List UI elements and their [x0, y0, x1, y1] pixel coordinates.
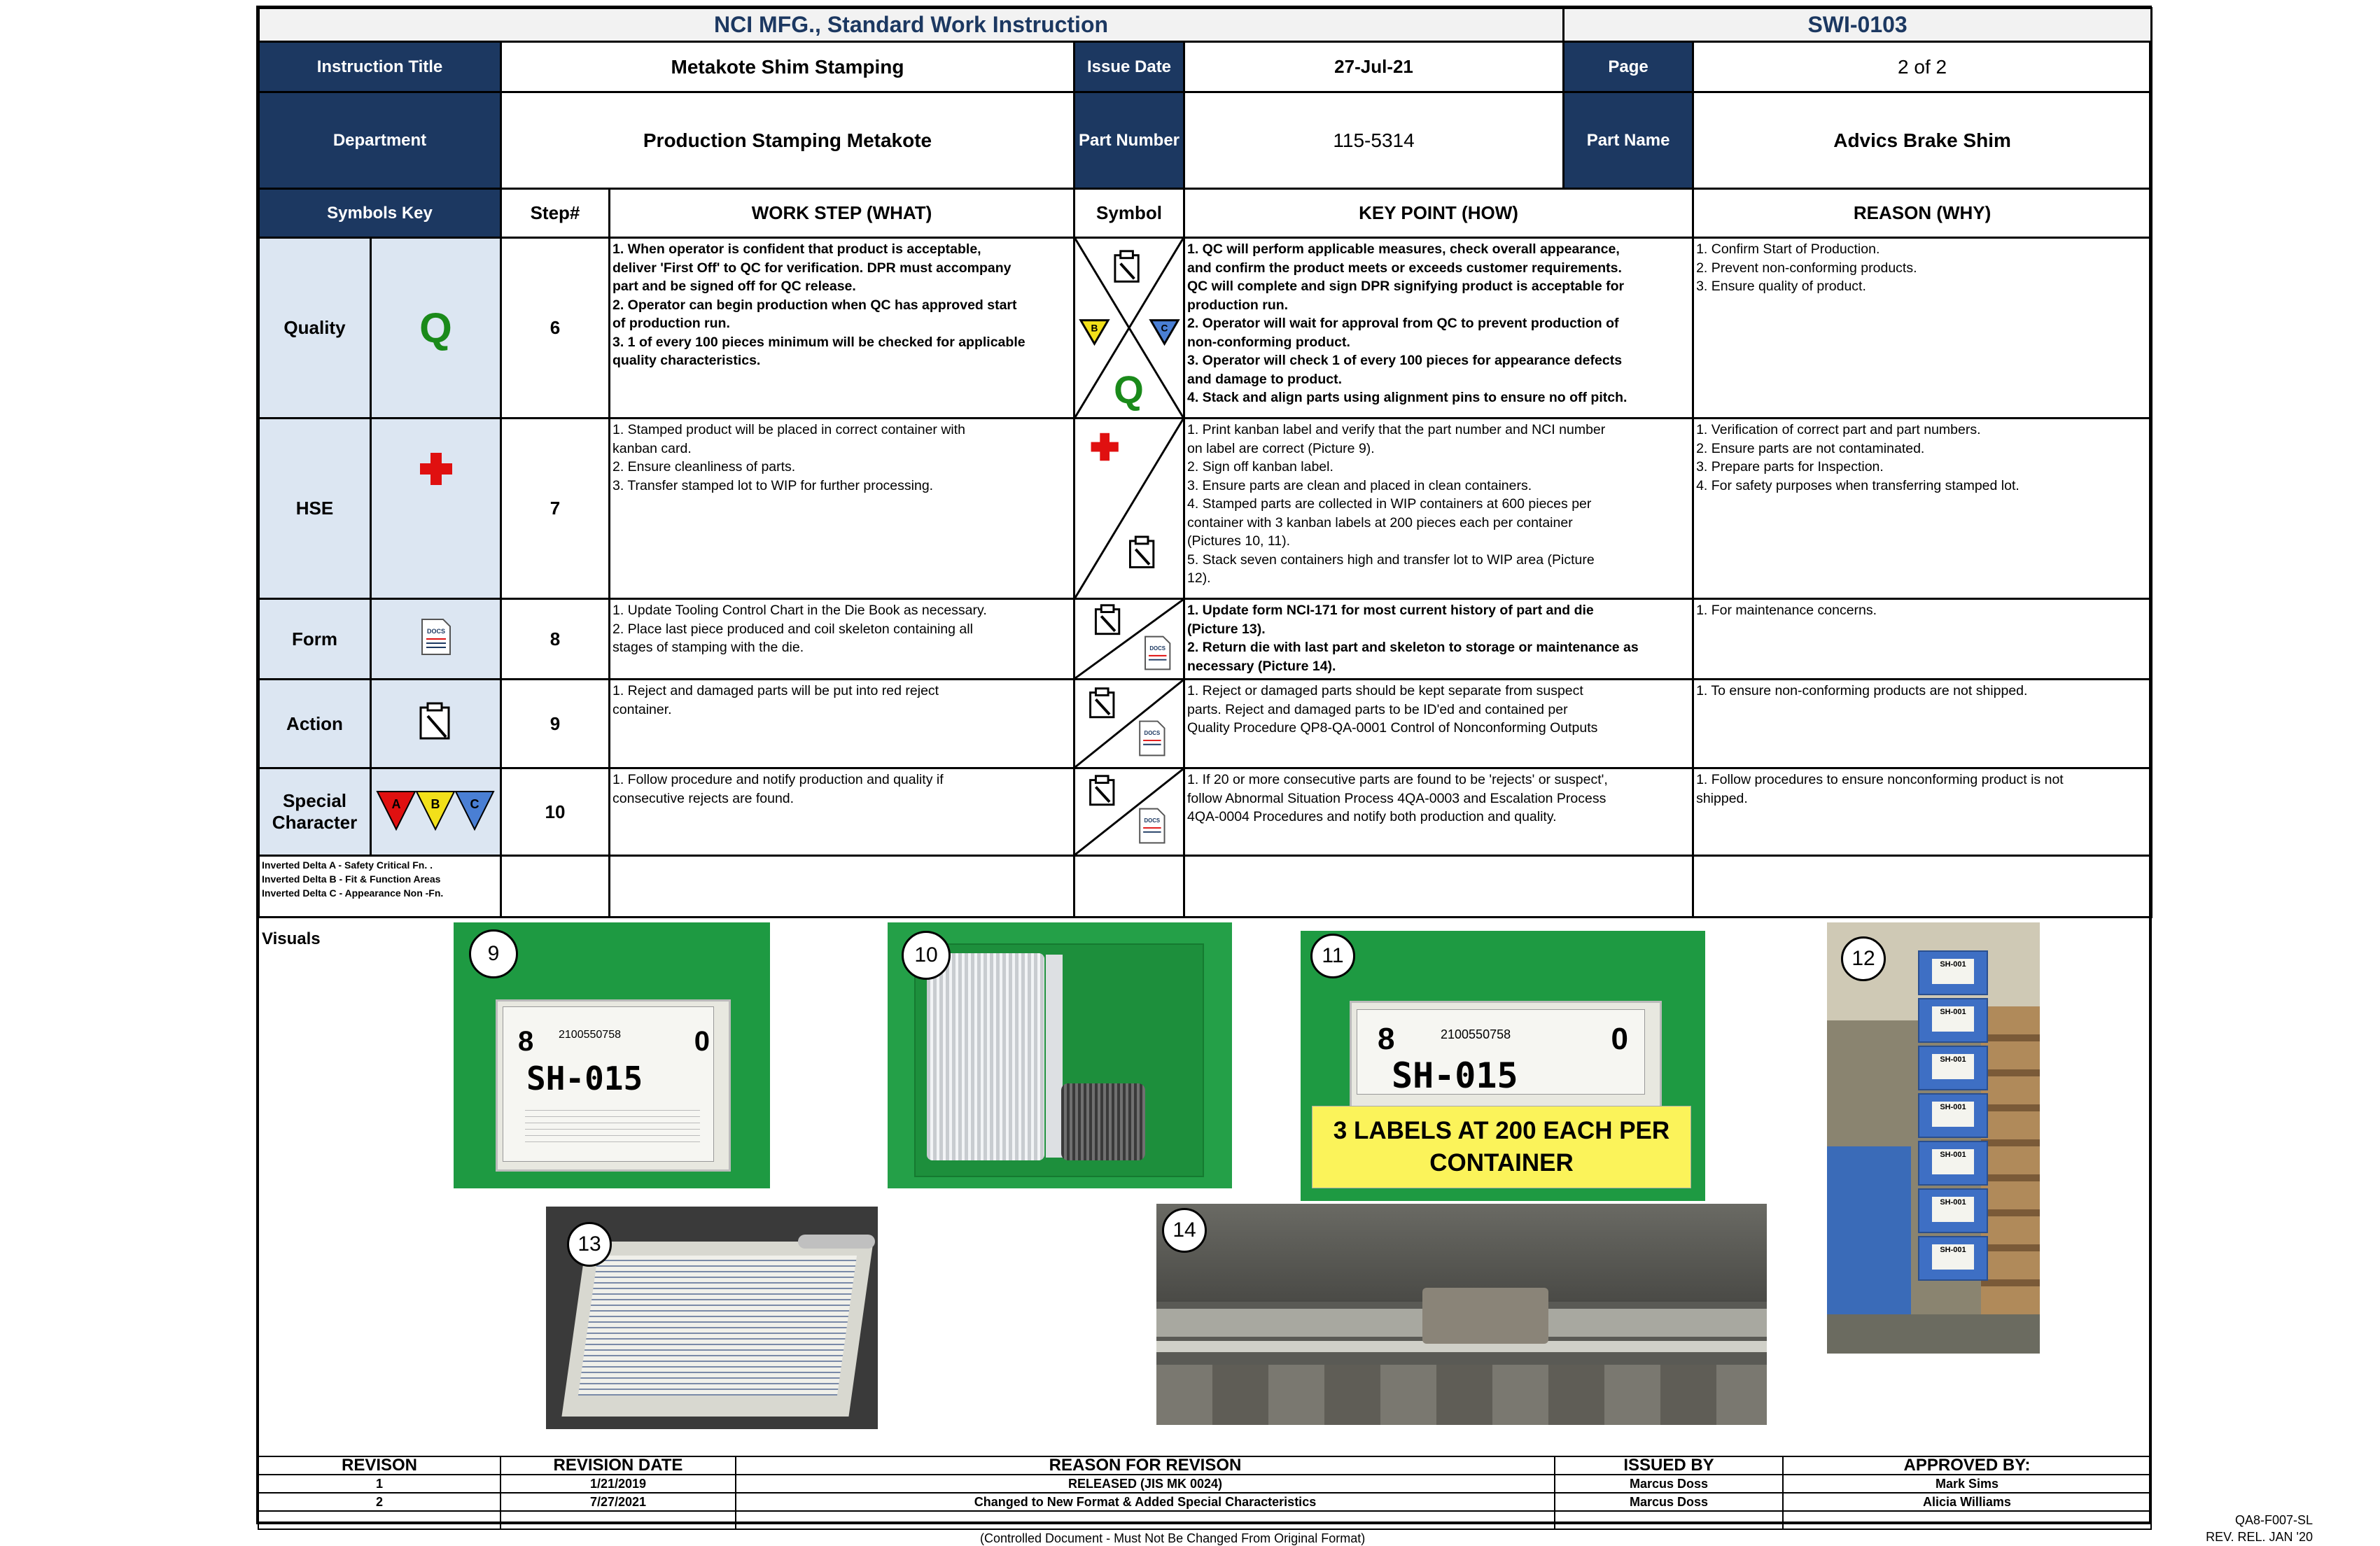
blue-crate [1918, 1236, 1988, 1281]
crate-label: SH-001 [1932, 959, 1974, 984]
step-row [259, 238, 2152, 419]
quality-symbol-icon [1075, 239, 1183, 417]
step-number: 7 [501, 419, 610, 599]
svg-text:DOCS: DOCS [1144, 730, 1161, 737]
work-step-text: 1. Reject and damaged parts will be put into red reject container. [610, 680, 1074, 768]
page-number: 2 of 2 [1693, 42, 2152, 92]
step-header: Step# [501, 189, 610, 238]
quality-q-icon: Q [371, 238, 501, 419]
instruction-title: Metakote Shim Stamping [501, 42, 1074, 92]
step-number: 10 [501, 768, 610, 856]
reason-text: 1. For maintenance concerns. [1693, 599, 2152, 680]
blue-crate [1918, 998, 1988, 1043]
document-title: NCI MFG., Standard Work Instruction [259, 8, 1564, 42]
step-symbol-cell [1074, 680, 1184, 768]
part-name-label: Part Name [1564, 92, 1693, 189]
symbol-key-special-label: Special Character [259, 768, 371, 856]
key-point-text: 1. QC will perform applicable measures, check overall appearance, and confirm the product meets or exceeds customer requirements. QC will complete and sign DPR signifying product is acceptable for production run. 2. Operator will wait for approval from QC to prevent production of non-conforming product. 3. Operator will check 1 of every 100 pieces for appearance defects and damage to product. 4. Stack and align parts using alignment pins to ensure no off pitch. [1184, 238, 1693, 419]
symbol-header: Symbol [1074, 189, 1184, 238]
step-number: 9 [501, 680, 610, 768]
step-row [259, 768, 2152, 856]
part-number-label: Part Number [1074, 92, 1184, 189]
department-label: Department [259, 92, 501, 189]
reason-header: REASON (WHY) [1693, 189, 2152, 238]
crate-label: SH-001 [1932, 1244, 1974, 1270]
svg-text:Q: Q [1114, 368, 1144, 412]
symbol-key-hse-label: HSE [259, 419, 371, 599]
document-number: SWI-0103 [1564, 8, 2152, 42]
work-instruction-table [258, 7, 2152, 918]
svg-text:C: C [470, 796, 479, 811]
blue-crate [1918, 1046, 1988, 1090]
key-point-header: KEY POINT (HOW) [1184, 189, 1693, 238]
instruction-title-label: Instruction Title [259, 42, 501, 92]
picture-number-badge: 11 [1310, 934, 1355, 978]
svg-text:A: A [391, 796, 400, 811]
picture-9: 8 2100550758 0 SH-015 9 [454, 922, 770, 1188]
step-symbol-cell [1074, 419, 1184, 599]
step-row [259, 599, 2152, 680]
picture-number-badge: 9 [469, 929, 518, 978]
step-symbol-cell [1074, 768, 1184, 856]
reason-text: 1. Follow procedures to ensure nonconforming product is not shipped. [1693, 768, 2152, 856]
crate-label: SH-001 [1932, 1197, 1974, 1222]
picture-number-badge: 12 [1841, 936, 1886, 981]
reason-text: 1. Verification of correct part and part numbers. 2. Ensure parts are not contaminated. 3. Prepare parts for Inspection. 4. For safety purposes when transferring stamped lot. [1693, 419, 2152, 599]
blue-crate [1918, 1093, 1988, 1138]
key-point-text: 1. Reject or damaged parts should be kept separate from suspect parts. Reject and damaged parts to be ID'ed and contained per Quality Procedure QP8-QA-0001 Control of Nonconforming Outputs [1184, 680, 1693, 768]
docs-icon [371, 599, 501, 680]
step-row [259, 419, 2152, 599]
reason-text: 1. Confirm Start of Production. 2. Prevent non-conforming products. 3. Ensure quality of product. [1693, 238, 2152, 419]
svg-text:DOCS: DOCS [426, 627, 445, 635]
revision-header-row: REVISON REVISION DATE REASON FOR REVISON ISSUED BY APPROVED BY: [258, 1456, 2151, 1475]
work-step-text: 1. When operator is confident that product is acceptable, deliver 'First Off' to QC for verification. DPR must accompany part and be signed off for QC release. 2. Operator can begin production when QC has approved start of production run. 3. 1 of every 100 pieces minimum will be checked for applicable quality characteristics. [610, 238, 1074, 419]
svg-text:DOCS: DOCS [1144, 817, 1161, 824]
issue-date: 27-Jul-21 [1184, 42, 1564, 92]
picture-12 [1827, 922, 2040, 1354]
svg-text:B: B [430, 796, 440, 811]
blue-crate [1918, 1188, 1988, 1233]
svg-text:B: B [1091, 323, 1098, 334]
crate-label: SH-001 [1932, 1102, 1974, 1127]
delta-notes: Inverted Delta A - Safety Critical Fn. . Inverted Delta B - Fit & Function Areas Inverted Delta C - Appearance Non -Fn. [259, 856, 501, 918]
revision-table [258, 1456, 2152, 1530]
work-step-text: 1. Update Tooling Control Chart in the Die Book as necessary. 2. Place last piece produced and coil skeleton containing all stages of stamping with the die. [610, 599, 1074, 680]
work-step-text: 1. Follow procedure and notify production and quality if consecutive rejects are found. [610, 768, 1074, 856]
part-number: 115-5314 [1184, 92, 1564, 189]
action-form-symbol-icon [1075, 769, 1183, 855]
picture-number-badge: 10 [902, 931, 951, 980]
step-symbol-cell [1074, 238, 1184, 419]
picture-13 [546, 1207, 878, 1429]
work-step-text: 1. Stamped product will be placed in correct container with kanban card. 2. Ensure cleanliness of parts. 3. Transfer stamped lot to WIP for further processing. [610, 419, 1074, 599]
step-number: 8 [501, 599, 610, 680]
department: Production Stamping Metakote [501, 92, 1074, 189]
controlled-document-note: (Controlled Document - Must Not Be Changed From Original Format) [980, 1531, 1366, 1545]
callout-3-labels: 3 LABELS AT 200 EACH PER CONTAINER [1312, 1106, 1691, 1188]
key-point-text: 1. Print kanban label and verify that the part number and NCI number on label are correct (Picture 9). 2. Sign off kanban label. 3. Ensure parts are clean and placed in clean containers. 4. Stamped parts are collected in WIP containers at 600 pieces per container with 3 kanban labels at 200 pieces each per container (Pictures 10, 11). 5. Stack seven containers high and transfer lot to WIP area (Picture 12). [1184, 419, 1693, 599]
red-cross-icon [371, 419, 501, 599]
crate-label: SH-001 [1932, 1006, 1974, 1032]
page-label: Page [1564, 42, 1693, 92]
clipboard-pencil-icon [371, 680, 501, 768]
work-step-header: WORK STEP (WHAT) [610, 189, 1074, 238]
special-delta-icons [371, 768, 501, 856]
crate-label: SH-001 [1932, 1149, 1974, 1174]
picture-number-badge: 13 [567, 1222, 612, 1267]
picture-14 [1156, 1204, 1767, 1425]
svg-text:DOCS: DOCS [1149, 645, 1166, 652]
rev-release: REV. REL. JAN '20 [2206, 1530, 2313, 1544]
action-form-symbol-icon [1075, 680, 1183, 767]
issue-date-label: Issue Date [1074, 42, 1184, 92]
action-form-symbol-icon [1075, 600, 1183, 678]
symbol-key-form-label: Form [259, 599, 371, 680]
picture-11: 8 2100550758 0 SH-015 3 LABELS AT 200 EACH PER CONTAINER 11 [1301, 931, 1705, 1201]
step-number: 6 [501, 238, 610, 419]
symbols-key-header: Symbols Key [259, 189, 501, 238]
blue-crate [1918, 950, 1988, 995]
step-symbol-cell [1074, 599, 1184, 680]
picture-10 [888, 922, 1232, 1188]
reason-text: 1. To ensure non-conforming products are not shipped. [1693, 680, 2152, 768]
key-point-text: 1. Update form NCI-171 for most current history of part and die (Picture 13). 2. Return die with last part and skeleton to storage or maintenance as necessary (Picture 14). [1184, 599, 1693, 680]
picture-number-badge: 14 [1162, 1208, 1207, 1253]
svg-text:C: C [1161, 323, 1168, 334]
crate-label: SH-001 [1932, 1054, 1974, 1079]
part-name: Advics Brake Shim [1693, 92, 2152, 189]
revision-row: 2 7/27/2021 Changed to New Format & Added Special Characteristics Marcus Doss Alicia Williams [258, 1493, 2151, 1511]
step-row [259, 680, 2152, 768]
blue-crate [1918, 1141, 1988, 1186]
symbol-key-quality-label: Quality [259, 238, 371, 419]
form-code: QA8-F007-SL [2234, 1513, 2313, 1527]
revision-row: 1 1/21/2019 RELEASED (JIS MK 0024) Marcus Doss Mark Sims [258, 1475, 2151, 1493]
symbol-key-action-label: Action [259, 680, 371, 768]
hse-action-symbol-icon [1075, 419, 1183, 598]
key-point-text: 1. If 20 or more consecutive parts are found to be 'rejects' or suspect', follow Abnormal Situation Process 4QA-0003 and Escalation Process 4QA-0004 Procedures and notify both production and quality. [1184, 768, 1693, 856]
visuals-label: Visuals [262, 929, 321, 948]
